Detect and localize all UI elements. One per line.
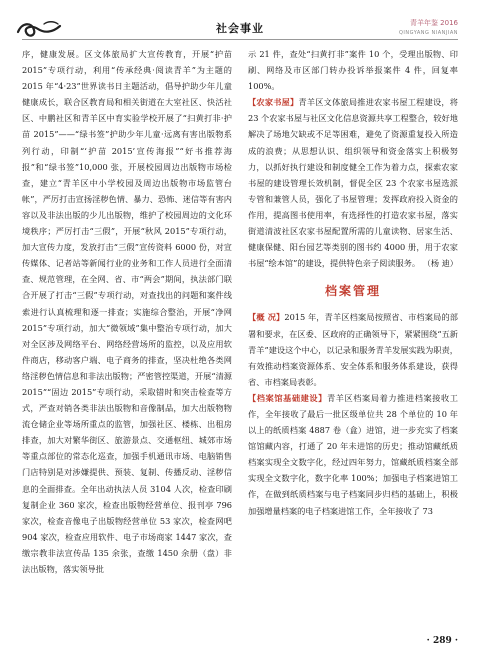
- overview-text: 2015 年，青羊区档案局按照省、市档案局的部署和要求，在区委、区政府的正确领导下，紧紧围绕“五新青羊”建设这个中心，以记录和服务青羊发展实践为职责，有效推动档案资源体系、安全体系和服务体系建设，获得省、市档案局表彰。: [248, 312, 458, 387]
- tag-rural-library: 【农家书屋】: [248, 97, 299, 108]
- left-column: [22, 46, 232, 577]
- header-rule: [22, 39, 458, 40]
- tag-archive-building: 【档案馆基础建设】: [248, 392, 327, 403]
- tag-overview: 【概 况】: [248, 312, 285, 323]
- paragraph-overview: [248, 309, 458, 389]
- section-header-title: 社会事业: [216, 22, 264, 35]
- page-header: [0, 0, 480, 52]
- yearbook-label: [399, 18, 458, 38]
- left-paragraph: 序，健康发展。区文体旅局扩大宣传教育，开展“护苗 2015”专项行动，利用“传承经典·阅读青羊”为主题的 2015 年“4·23”世界读书日主题活动，倡导护助少年儿童健康成长，联合区教育局和相关街道在大室社区、快活社区、中鹏社区和青羊区中育实验学校开展了“扫黄打非·护苗 2015”——“绿书签”护助少年儿童·远离有害出版物系列行动，印制“‘护苗 2015’宣传海报”“好书推荐海报”和“绿书签”10,000 张，开展校园周边出版物市场检查，建立“青羊区中小学校园及周边出版物市场监管台帐”，严厉打击宣扬淫秽色情、暴力、恐怖、迷信等有害内容以及非法出版的少儿出版物，维护了校园周边的文化环境秩序；严厉打击“三假”，开展“秋风 2015”专项行动，加大宣传力度，发放打击“三假”宣传资料 6000 份，对宣传媒体、记者站等新闻行业的业务和工作人员进行全面清查、规范管理，在全网、省、市“两会”期间，执法部门联合开展了打击“三假”专项行动，对查找出的问题和案件线索进行认真梳理和逐一排查；实施综合整治，开展“净网 2015”专项行动，加大“微领域”集中整治专项行动，加大对全区涉及网络平台、网络经营场所的监控，以及应用软件商店，移动客户端、电子商务的排查，坚决杜绝各类网络淫秽色情信息和非法出版物；严密管控渠道，开展“清源 2015”“固边 2015”专项行动，采取错时和突击检查等方式，严查对销各类非法出版物和音像制品，加大出版物物流仓储企业等场所重点的监管，加强社区、楼栋、出租房排查，加大对繁华街区、旅游景点、交通枢纽、城郊市场等重点部位的常态化巡查，加强手机通讯市场、电脑销售门店特别是对涉嫌提供、预装、复制、传播反动、淫秽信息的全面排查。全年出动执法人员 3104 人次，检查印刷复制企业 360 家次，检查出版物经营单位、报刊亭 796 家次，检查音像电子出版物经营单位 53 家次，检查网吧 904 家次，检查应用软件、电子市场商家 1447 家次，查缴宗教非法宣传品 135 余张，查缴 1450 余册（盘）非法出版物，落实领导批: [22, 49, 232, 574]
- yearbook-title: 青羊年鉴 2016: [409, 19, 458, 27]
- paragraph-rural-library: [248, 94, 458, 271]
- section-title-archives: 档案管理: [324, 284, 381, 299]
- right-paragraph-continued: 示 21 件，查处“扫黄打非”案件 10 个，受理出版物、印刷、网络及市区部门转办投诉举报案件 4 件，回复率 100%。: [248, 49, 458, 92]
- author-signature: （杨 迪）: [422, 258, 458, 269]
- rural-library-text: 青羊区文体旅局推进农家书屋工程建设，将 23 个农家书屋与社区文化信息资源共享工程整合，较好地解决了场地欠缺或不足等困难，避免了资源重复投入所造成的浪费；从思想认识、组织领导和资金落实上积极努力，以抓好执行建设和制度健全工作为着力点，探索农家书屋的建设管理长效机制，督促全区 23 个农家书屋选派专管和兼管人员，强化了书屋管理；发挥政府投入资金的作用，提高图书使用率，有选择性的打造农家书屋，落实街道清波社区农家书屋配置所需的儿童读物、居家生活、健康保健、阳台园艺等类别的图书约 4000 册，用于农家书屋“绘本馆”的建设，提供特色亲子阅读服务。: [248, 97, 458, 269]
- paragraph-archive-building: [248, 390, 458, 519]
- yearbook-pinyin: QINGYANG NIANJIAN: [398, 30, 458, 36]
- archive-building-text: 青羊区档案局着力推进档案接收工作，全年接收了最后一批区级单位共 28 个单位的 10 年以上的纸质档案 4887 卷（盒）进馆，进一步充实了档案馆馆藏内容，打通了 20 年未进馆的历史；推动馆藏纸质档案实现全文数字化，经过四年努力，馆藏纸质档案全部实现全文数字化，数字化率 100%；加强电子档案进馆工作，在做到纸质档案与电子档案同步归档的基础上，积极加强增量档案的电子档案进馆工作，全年接收了 73: [248, 392, 458, 516]
- right-column: [248, 46, 458, 519]
- page-number: · 289 ·: [426, 636, 458, 646]
